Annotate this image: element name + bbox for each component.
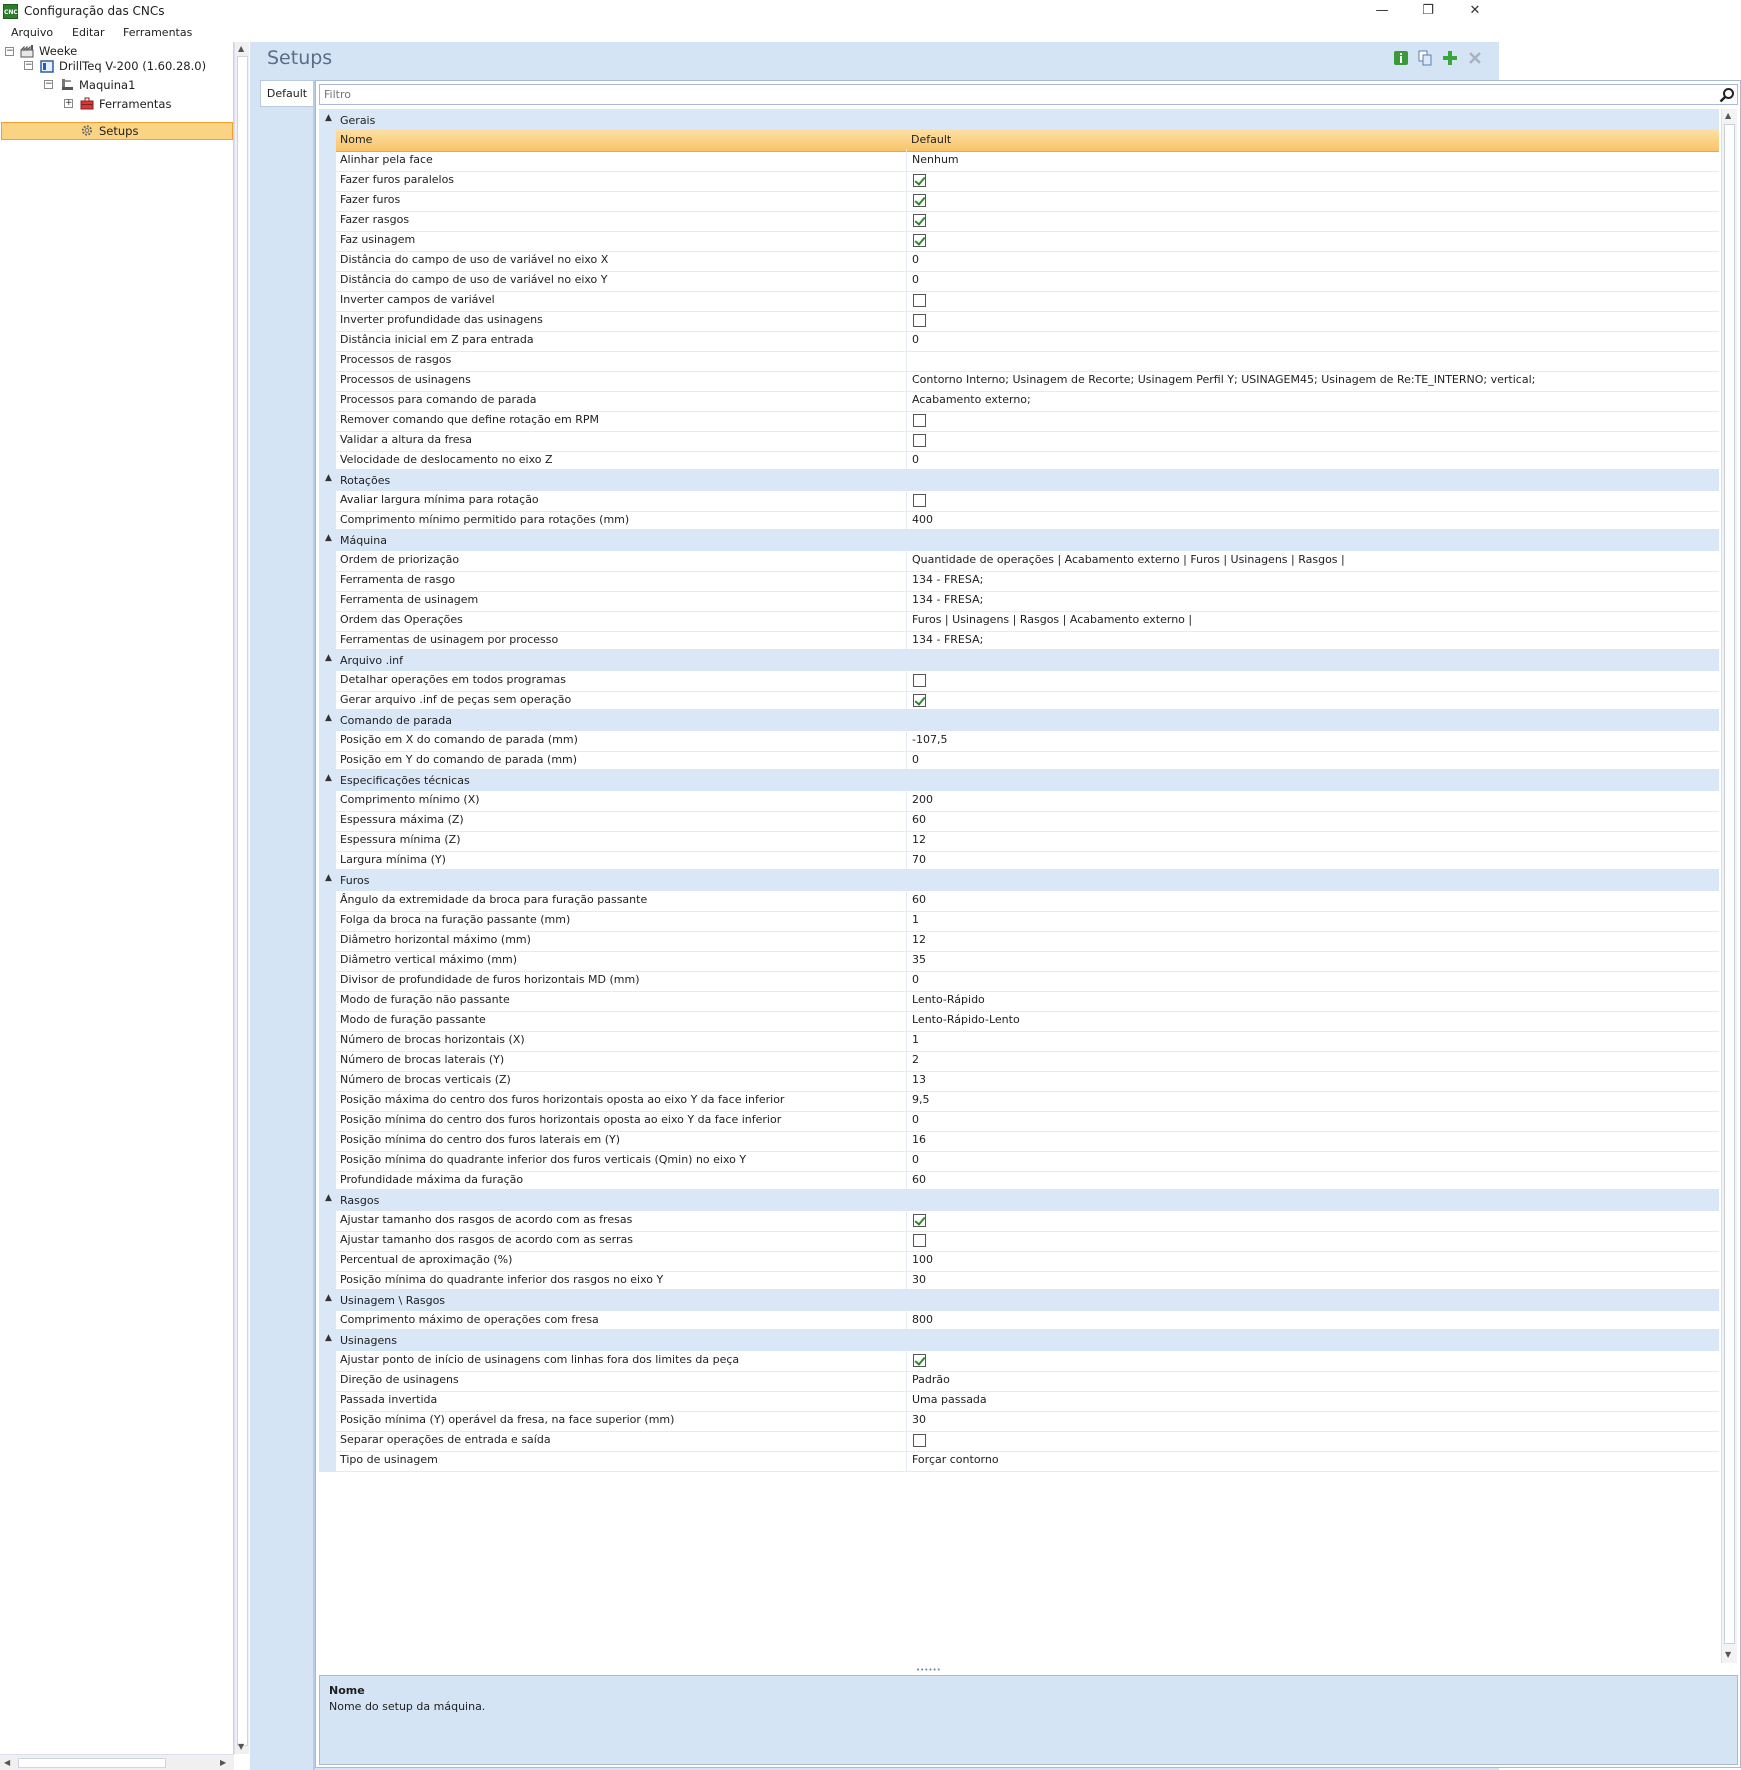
property-value[interactable]: 60 — [906, 809, 1719, 832]
property-name: Comprimento mínimo (X) — [340, 793, 480, 806]
collapse-caret-icon[interactable]: ▲ — [325, 653, 332, 663]
property-name: Posição máxima do centro dos furos horizontais oposta ao eixo Y da face inferior — [340, 1093, 785, 1106]
property-value[interactable]: 400 — [906, 509, 1719, 532]
unchecked-checkbox[interactable] — [913, 414, 926, 427]
property-name: Fazer furos paralelos — [340, 173, 455, 186]
property-value[interactable]: 0 — [906, 269, 1719, 292]
add-button[interactable] — [1442, 50, 1458, 66]
property-name: Detalhar operações em todos programas — [340, 673, 566, 686]
property-name: Largura mínima (Y) — [340, 853, 446, 866]
property-name: Posição mínima do centro dos furos horizontais oposta ao eixo Y da face inferior — [340, 1113, 782, 1126]
copy-button[interactable] — [1417, 50, 1433, 66]
property-value[interactable]: 30 — [906, 1409, 1719, 1432]
collapse-caret-icon[interactable]: ▲ — [325, 713, 332, 723]
property-value[interactable]: 60 — [906, 1169, 1719, 1192]
property-name: Inverter campos de variável — [340, 293, 495, 306]
property-name: Ferramenta de rasgo — [340, 573, 456, 586]
property-value[interactable]: 1 — [906, 1029, 1719, 1052]
property-name: Processos de rasgos — [340, 353, 452, 366]
property-value[interactable]: 12 — [906, 829, 1719, 852]
property-name: Número de brocas horizontais (X) — [340, 1033, 525, 1046]
tab-default[interactable]: Default — [260, 80, 313, 107]
property-name: Distância do campo de uso de variável no eixo Y — [340, 273, 608, 286]
scroll-right-arrow-icon[interactable]: ▶ — [220, 1758, 227, 1767]
property-name: Comprimento máximo de operações com fresa — [340, 1313, 599, 1326]
scroll-down-arrow-icon[interactable]: ▼ — [238, 1742, 245, 1751]
property-value[interactable]: Nenhum — [906, 149, 1719, 172]
property-value[interactable]: 0 — [906, 449, 1719, 472]
property-name: Posição mínima do quadrante inferior dos rasgos no eixo Y — [340, 1273, 664, 1286]
property-grid-frame — [315, 80, 1741, 1768]
property-value[interactable]: 2 — [906, 1049, 1719, 1072]
property-value[interactable]: Contorno Interno; Usinagem de Recorte; Usinagem Perfil Y; USINAGEM45; Usinagem de Re:TE_INTERNO; vertical; — [906, 369, 1719, 392]
property-name: Fazer rasgos — [340, 213, 410, 226]
group-label: Usinagens — [340, 1334, 398, 1347]
tree-item-maquina1[interactable]: Maquina1 — [79, 78, 136, 92]
property-value[interactable]: 800 — [906, 1309, 1719, 1332]
property-name: Ângulo da extremidade da broca para furação passante — [340, 893, 648, 906]
checked-checkbox[interactable] — [913, 1354, 926, 1367]
collapse-caret-icon[interactable]: ▲ — [325, 1193, 332, 1203]
property-value[interactable]: Acabamento externo; — [906, 389, 1719, 412]
property-value[interactable]: 1 — [906, 909, 1719, 932]
collapse-caret-icon[interactable]: ▲ — [325, 873, 332, 883]
unchecked-checkbox[interactable] — [913, 1434, 926, 1447]
property-value[interactable]: 0 — [906, 969, 1719, 992]
collapse-toggle-drillteq[interactable]: − — [25, 60, 33, 70]
collapse-toggle-maquina1[interactable]: − — [45, 79, 53, 89]
checked-checkbox[interactable] — [913, 214, 926, 227]
info-button[interactable] — [1393, 50, 1409, 66]
property-name: Folga da broca na furação passante (mm) — [340, 913, 571, 926]
property-name: Posição em Y do comando de parada (mm) — [340, 753, 578, 766]
property-value[interactable]: 13 — [906, 1069, 1719, 1092]
property-value[interactable]: 134 - FRESA; — [906, 589, 1719, 612]
close-button[interactable]: ✕ — [1469, 3, 1481, 18]
property-name: Distância do campo de uso de variável no eixo X — [340, 253, 609, 266]
tree-item-setups[interactable]: Setups — [99, 124, 139, 138]
description-text: Nome do setup da máquina. — [329, 1700, 486, 1713]
property-grid — [319, 109, 1719, 1663]
property-name: Processos de usinagens — [340, 373, 471, 386]
checked-checkbox[interactable] — [913, 234, 926, 247]
group-label: Rotações — [340, 474, 391, 487]
scroll-up-arrow-icon[interactable]: ▲ — [238, 44, 245, 53]
property-name: Modo de furação não passante — [340, 993, 510, 1006]
menu-arquivo[interactable]: Arquivo — [11, 26, 54, 39]
tree-horizontal-scrollbar[interactable] — [0, 1754, 234, 1770]
property-value[interactable]: 0 — [906, 1149, 1719, 1172]
property-name: Passada invertida — [340, 1393, 438, 1406]
group-label: Gerais — [340, 114, 376, 127]
delete-button[interactable] — [1467, 50, 1483, 66]
checked-checkbox[interactable] — [913, 694, 926, 707]
description-panel — [319, 1675, 1738, 1765]
filter-box — [319, 84, 1738, 105]
property-name: Fazer furos — [340, 193, 401, 206]
property-name: Remover comando que define rotação em RPM — [340, 413, 600, 426]
group-label: Máquina — [340, 534, 387, 547]
property-name: Velocidade de deslocamento no eixo Z — [340, 453, 553, 466]
property-row[interactable] — [319, 1449, 1719, 1472]
property-name: Divisor de profundidade de furos horizontais MD (mm) — [340, 973, 640, 986]
property-name: Tipo de usinagem — [340, 1453, 438, 1466]
column-header-value[interactable]: Default — [911, 133, 952, 146]
tree-horizontal-scroll-thumb[interactable] — [18, 1758, 166, 1768]
menu-bar — [0, 23, 1499, 42]
expand-toggle-ferramentas[interactable]: + — [65, 98, 73, 108]
property-name: Posição mínima do centro dos furos laterais em (Y) — [340, 1133, 621, 1146]
collapse-toggle-weeke[interactable]: − — [6, 46, 14, 56]
property-name: Direção de usinagens — [340, 1373, 459, 1386]
minimize-button[interactable]: — — [1375, 3, 1389, 18]
checked-checkbox[interactable] — [913, 194, 926, 207]
collapse-caret-icon[interactable]: ▲ — [325, 773, 332, 783]
unchecked-checkbox[interactable] — [913, 434, 926, 447]
property-value[interactable]: 60 — [906, 889, 1719, 912]
property-name: Avaliar largura mínima para rotação — [340, 493, 539, 506]
tree-item-ferramentas[interactable]: Ferramentas — [99, 97, 172, 111]
property-name: Número de brocas laterais (Y) — [340, 1053, 505, 1066]
setups-panel — [250, 42, 1732, 1770]
search-icon[interactable] — [1719, 87, 1735, 103]
grid-vertical-scrollbar[interactable] — [1721, 109, 1737, 1663]
property-value[interactable]: 0 — [906, 749, 1719, 772]
group-label: Furos — [340, 874, 370, 887]
tree-vertical-scrollbar[interactable] — [234, 42, 249, 1754]
property-name: Ordem das Operações — [340, 613, 463, 626]
property-name: Ordem de priorização — [340, 553, 460, 566]
property-value[interactable]: Lento-Rápido — [906, 989, 1719, 1012]
checked-checkbox[interactable] — [913, 1214, 926, 1227]
unchecked-checkbox[interactable] — [913, 494, 926, 507]
property-value[interactable]: Quantidade de operações | Acabamento externo | Furos | Usinagens | Rasgos | — [906, 549, 1719, 572]
factory-icon — [20, 45, 34, 58]
property-name: Ajustar ponto de início de usinagens com linhas fora dos limites da peça — [340, 1353, 740, 1366]
property-name: Diâmetro horizontal máximo (mm) — [340, 933, 531, 946]
property-name: Faz usinagem — [340, 233, 416, 246]
page-title: Setups — [267, 47, 333, 69]
property-value[interactable]: 16 — [906, 1129, 1719, 1152]
description-title: Nome — [329, 1684, 365, 1697]
property-value[interactable]: 0 — [906, 1109, 1719, 1132]
gear-icon — [80, 124, 94, 137]
property-value[interactable]: 30 — [906, 1269, 1719, 1292]
maximize-button[interactable]: ❐ — [1422, 3, 1434, 18]
group-label: Arquivo .inf — [340, 654, 403, 667]
checked-checkbox[interactable] — [913, 174, 926, 187]
property-value[interactable]: Forçar contorno — [906, 1449, 1719, 1472]
group-label: Rasgos — [340, 1194, 380, 1207]
collapse-caret-icon[interactable]: ▲ — [325, 1293, 332, 1303]
property-name: Ferramenta de usinagem — [340, 593, 479, 606]
property-value[interactable]: Lento-Rápido-Lento — [906, 1009, 1719, 1032]
app-icon: CNC — [3, 4, 18, 19]
collapse-caret-icon[interactable]: ▲ — [325, 113, 332, 123]
property-value[interactable]: Uma passada — [906, 1389, 1719, 1412]
property-name: Posição em X do comando de parada (mm) — [340, 733, 578, 746]
property-value[interactable]: 0 — [906, 249, 1719, 272]
property-value[interactable]: 100 — [906, 1249, 1719, 1272]
property-name: Gerar arquivo .inf de peças sem operação — [340, 693, 572, 706]
property-value[interactable]: 200 — [906, 789, 1719, 812]
group-label: Usinagem \ Rasgos — [340, 1294, 446, 1307]
property-value[interactable]: 70 — [906, 849, 1719, 872]
machine-tree — [0, 42, 234, 1770]
menu-editar[interactable]: Editar — [72, 26, 105, 39]
property-value[interactable]: 9,5 — [906, 1089, 1719, 1112]
property-name: Processos para comando de parada — [340, 393, 537, 406]
property-name: Validar a altura da fresa — [340, 433, 472, 446]
machine-family-icon — [40, 60, 54, 73]
property-name: Profundidade máxima da furação — [340, 1173, 524, 1186]
property-name: Modo de furação passante — [340, 1013, 486, 1026]
property-name: Posição mínima (Y) operável da fresa, na face superior (mm) — [340, 1413, 675, 1426]
group-label: Especificações técnicas — [340, 774, 470, 787]
group-label: Comando de parada — [340, 714, 453, 727]
property-value[interactable]: 12 — [906, 929, 1719, 952]
row-indent — [319, 1449, 336, 1472]
property-name: Comprimento mínimo permitido para rotações (mm) — [340, 513, 630, 526]
property-value[interactable]: -107,5 — [906, 729, 1719, 752]
unchecked-checkbox[interactable] — [913, 314, 926, 327]
property-name: Número de brocas verticais (Z) — [340, 1073, 511, 1086]
property-name: Percentual de aproximação (%) — [340, 1253, 513, 1266]
scroll-left-arrow-icon[interactable]: ◀ — [4, 1758, 11, 1767]
property-name: Alinhar pela face — [340, 153, 433, 166]
property-name: Distância inicial em Z para entrada — [340, 333, 534, 346]
property-name: Posição mínima do quadrante inferior dos furos verticais (Qmin) no eixo Y — [340, 1153, 747, 1166]
property-name: Inverter profundidade das usinagens — [340, 313, 543, 326]
grid-vertical-scroll-thumb[interactable] — [1724, 124, 1735, 1644]
property-value[interactable]: Furos | Usinagens | Rasgos | Acabamento externo | — [906, 609, 1719, 632]
collapse-caret-icon[interactable]: ▲ — [325, 533, 332, 543]
toolbox-icon — [80, 97, 94, 110]
property-value[interactable]: 134 - FRESA; — [906, 629, 1719, 652]
cnc-machine-icon — [60, 78, 74, 91]
filter-input[interactable] — [324, 86, 1704, 103]
tree-item-drillteq[interactable]: DrillTeq V-200 (1.60.28.0) — [59, 59, 207, 73]
property-value[interactable]: 35 — [906, 949, 1719, 972]
tree-item-weeke[interactable]: Weeke — [39, 44, 78, 58]
property-name: Diâmetro vertical máximo (mm) — [340, 953, 518, 966]
property-value[interactable]: 134 - FRESA; — [906, 569, 1719, 592]
scroll-up-arrow-icon[interactable]: ▲ — [1725, 111, 1732, 120]
scroll-down-arrow-icon[interactable]: ▼ — [1725, 1650, 1732, 1659]
unchecked-checkbox[interactable] — [913, 674, 926, 687]
tree-vertical-scroll-thumb[interactable] — [237, 56, 248, 1746]
collapse-caret-icon[interactable]: ▲ — [325, 473, 332, 483]
column-header-name[interactable]: Nome — [340, 133, 373, 146]
splitter-grip[interactable]: •••••• — [916, 1666, 941, 1674]
property-value[interactable]: Padrão — [906, 1369, 1719, 1392]
unchecked-checkbox[interactable] — [913, 294, 926, 307]
property-name: Espessura mínima (Z) — [340, 833, 461, 846]
unchecked-checkbox[interactable] — [913, 1234, 926, 1247]
property-value[interactable]: 0 — [906, 329, 1719, 352]
property-name: Espessura máxima (Z) — [340, 813, 464, 826]
title-bar — [0, 0, 1499, 23]
property-name: Ferramentas de usinagem por processo — [340, 633, 559, 646]
property-name: Separar operações de entrada e saída — [340, 1433, 551, 1446]
window-title: Configuração das CNCs — [24, 4, 165, 18]
property-name: Ajustar tamanho dos rasgos de acordo com as serras — [340, 1233, 633, 1246]
menu-ferramentas[interactable]: Ferramentas — [123, 26, 193, 39]
collapse-caret-icon[interactable]: ▲ — [325, 1333, 332, 1343]
property-name: Ajustar tamanho dos rasgos de acordo com as fresas — [340, 1213, 633, 1226]
